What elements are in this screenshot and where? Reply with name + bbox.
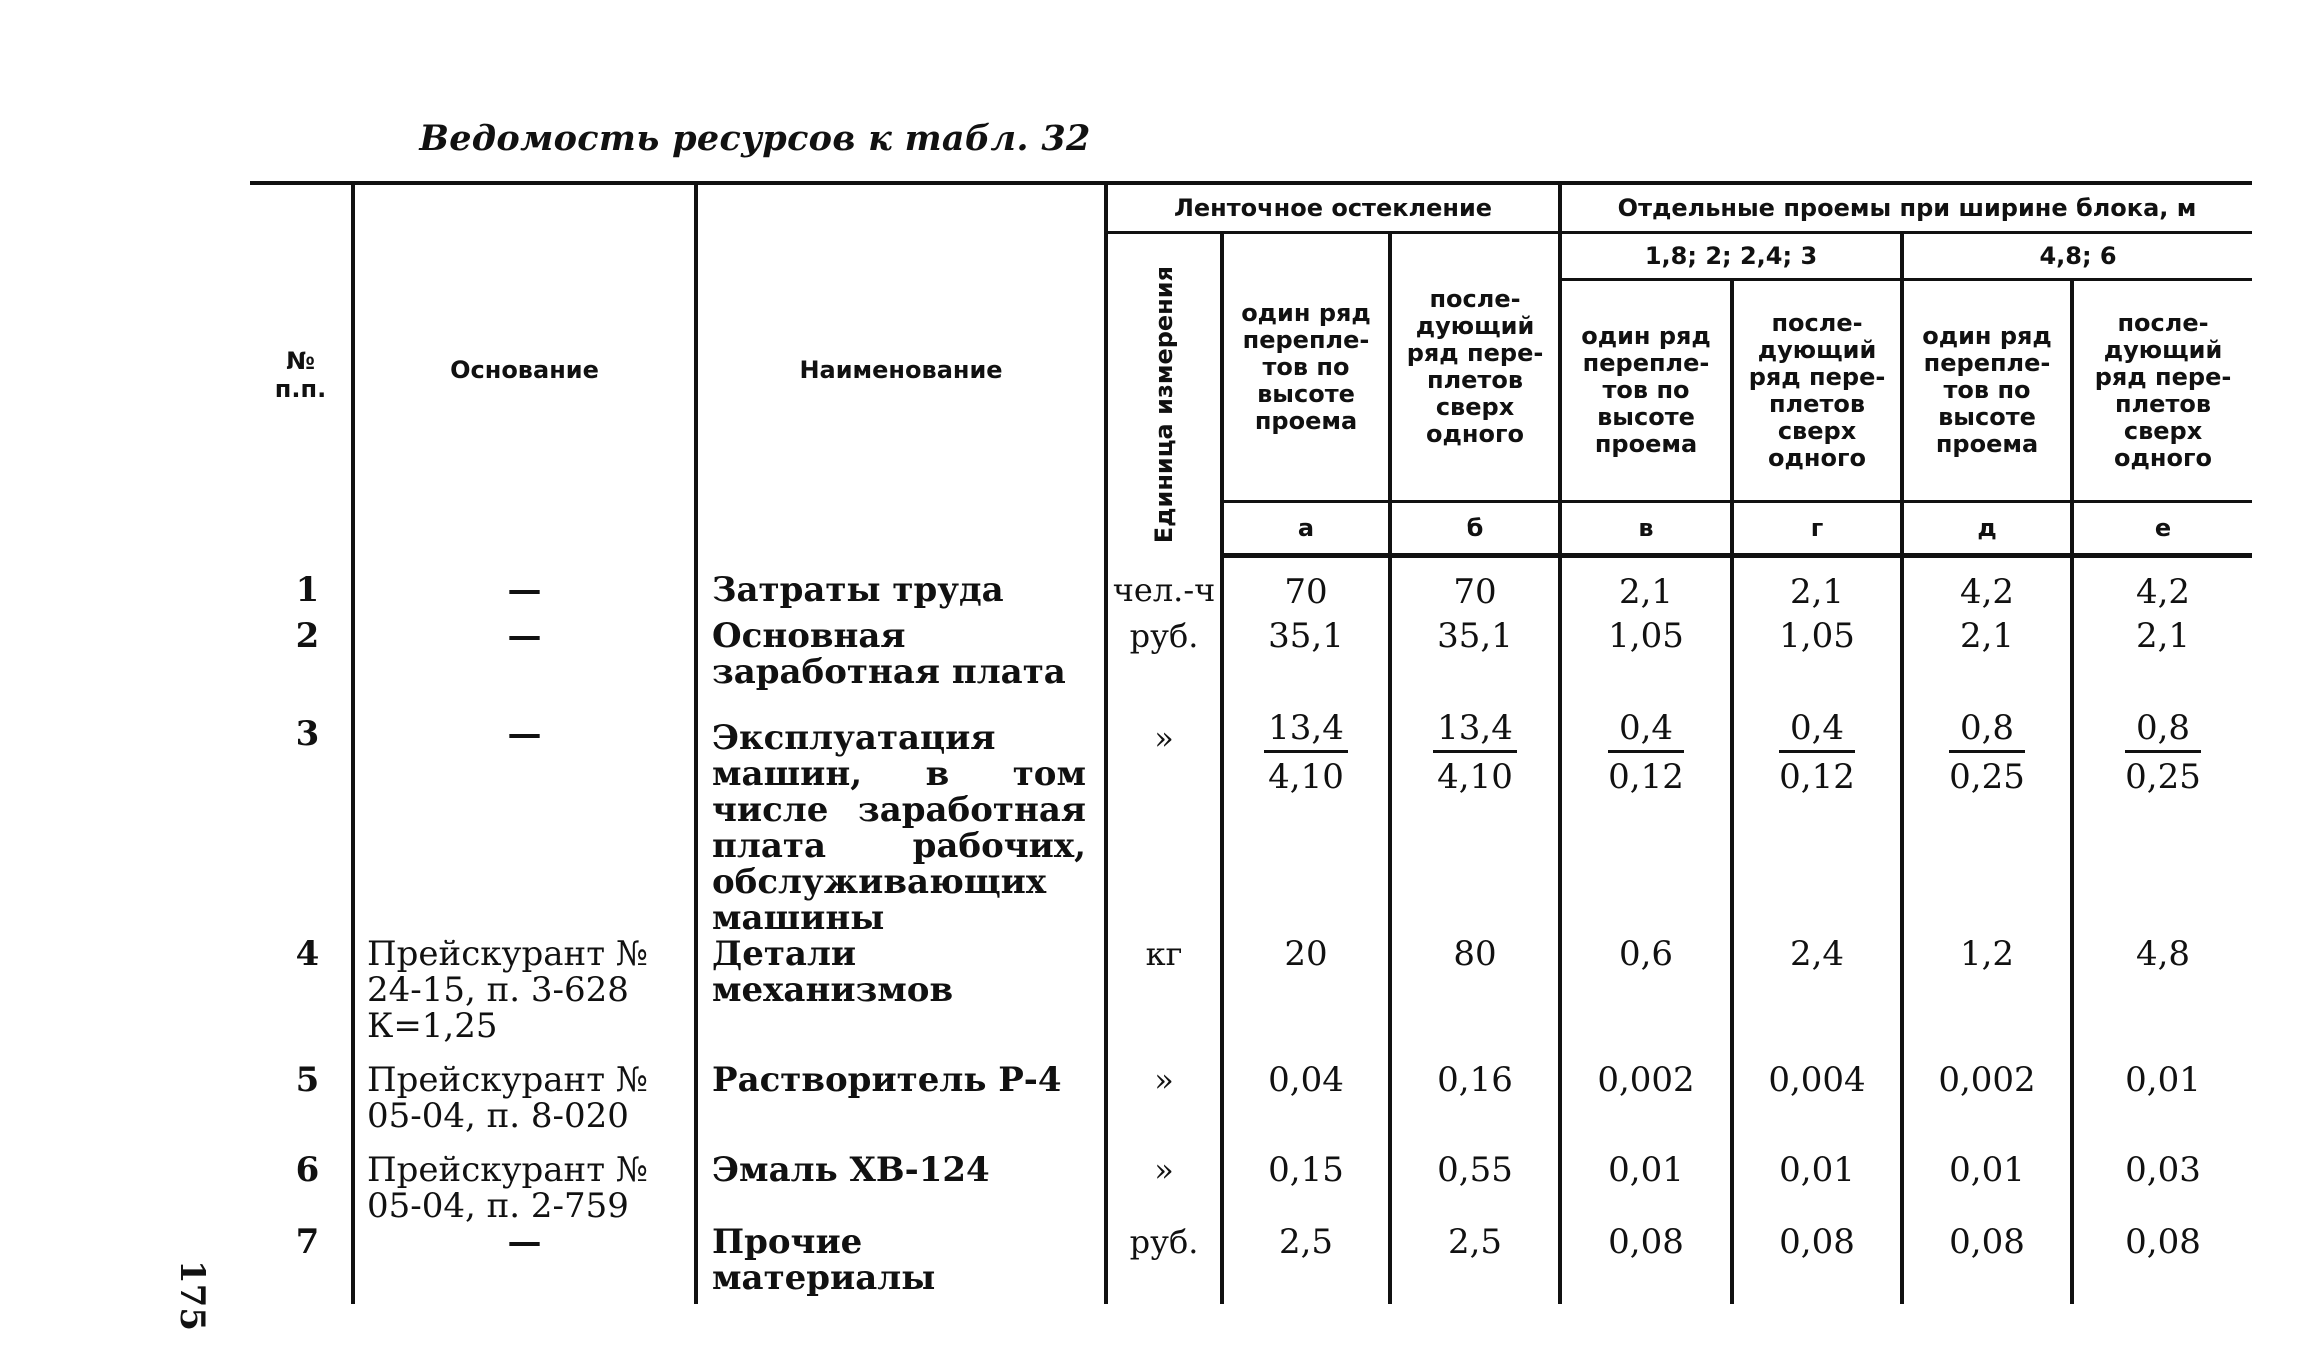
fraction	[1779, 707, 1855, 797]
row-basis: —	[353, 556, 696, 618]
value-d: 0,002	[1902, 1062, 2072, 1152]
fraction-top: 13,4	[1433, 710, 1517, 753]
row-unit: »	[1106, 710, 1222, 936]
value-b: 2,5	[1390, 1224, 1560, 1304]
value-a: 70	[1222, 556, 1390, 618]
header-letter-g: г	[1732, 502, 1902, 556]
value-d: 0,08	[1902, 1224, 2072, 1304]
table-row	[250, 556, 2252, 618]
value-e: 0,03	[2125, 1149, 2201, 1190]
table-row	[250, 936, 2252, 1062]
value-d: 1,2	[1902, 936, 2072, 1062]
row-name: Основная заработная плата	[696, 618, 1106, 710]
value-v: 0,6	[1560, 936, 1732, 1062]
row-name: Детали механизмов	[696, 936, 1106, 1062]
value-a: 20	[1222, 936, 1390, 1062]
value-a: 0,15	[1222, 1152, 1390, 1224]
fraction-bottom: 4,10	[1437, 756, 1513, 797]
header-name: Наименование	[696, 183, 1106, 556]
row-basis: —	[353, 1224, 696, 1304]
value-g: 0,01	[1732, 1152, 1902, 1224]
value-e: 4,8	[2135, 933, 2191, 974]
fraction	[1608, 707, 1684, 797]
table-row	[250, 1062, 2252, 1152]
fraction	[1264, 707, 1348, 797]
table-row	[250, 1224, 2252, 1304]
value-b: 80	[1390, 936, 1560, 1062]
value-g: 1,05	[1732, 618, 1902, 710]
header-unit	[1106, 233, 1222, 556]
value-b: 0,16	[1390, 1062, 1560, 1152]
row-number: 2	[250, 618, 353, 710]
fraction-top: 0,4	[1779, 710, 1855, 753]
header-letter-v: в	[1560, 502, 1732, 556]
header-group-separate: Отдельные проемы при ширине блока, м	[1560, 183, 2252, 233]
row-basis: Прейскурант № 05-04, п. 8-020	[353, 1062, 696, 1152]
fraction	[1949, 707, 2025, 797]
value-v: 2,1	[1560, 556, 1732, 618]
header-w1-first: один ряд перепле- тов по высоте проема	[1560, 280, 1732, 502]
value-b: 35,1	[1390, 618, 1560, 710]
value-g	[1732, 707, 1902, 936]
header-w2-first: один ряд перепле- тов по высоте проема	[1902, 280, 2072, 502]
header-ribbon-first: один ряд перепле- тов по высоте проема	[1222, 233, 1390, 502]
row-number: 1	[250, 556, 353, 618]
fraction-top: 0,8	[1949, 710, 2025, 753]
value-g: 0,004	[1732, 1062, 1902, 1152]
header-unit-label: Единица измерения	[1150, 266, 1178, 544]
row-name: Эмаль ХВ-124	[696, 1152, 1106, 1224]
header-letter-d: д	[1902, 502, 2072, 556]
value-b: 70	[1390, 556, 1560, 618]
resource-table	[250, 181, 2252, 1304]
row-number: 5	[250, 1062, 353, 1152]
value-g: 2,1	[1732, 556, 1902, 618]
value-v: 0,002	[1560, 1062, 1732, 1152]
value-e: 2,1	[2135, 615, 2191, 656]
row-number: 6	[250, 1152, 353, 1224]
header-ribbon-next: после- дующий ряд пере- плетов сверх одного	[1406, 285, 1544, 448]
value-e: 4,2	[2135, 572, 2191, 612]
header-group-ribbon: Ленточное остекление	[1106, 183, 1560, 233]
row-name: Эксплуатация машин, в том числе заработная плата рабочих, обслуживающих машины	[696, 710, 1106, 936]
header-letter-b: б	[1390, 502, 1560, 556]
table-row	[250, 1152, 2252, 1224]
value-v: 1,05	[1560, 618, 1732, 710]
value-e: 0,01	[2125, 1059, 2201, 1100]
fraction-bottom: 4,10	[1268, 756, 1344, 797]
value-g: 0,08	[1732, 1224, 1902, 1304]
fraction-bottom: 0,25	[1949, 756, 2025, 797]
fraction-bottom: 0,25	[2125, 756, 2201, 797]
row-unit: чел.-ч	[1106, 556, 1222, 618]
row-unit: кг	[1106, 936, 1222, 1062]
header-letter-a: а	[1222, 502, 1390, 556]
row-number: 7	[250, 1224, 353, 1304]
fraction-bottom: 0,12	[1779, 756, 1855, 797]
value-a: 0,04	[1222, 1062, 1390, 1152]
value-v: 0,01	[1560, 1152, 1732, 1224]
header-letter-e: е	[2072, 502, 2252, 556]
table-row	[250, 710, 2252, 936]
header-w1-next: после- дующий ряд пере- плетов сверх одного	[1732, 280, 1902, 502]
header-number: № п.п.	[250, 183, 353, 556]
value-d: 0,01	[1902, 1152, 2072, 1224]
row-basis: —	[353, 618, 696, 710]
page-number: 175	[172, 1259, 212, 1331]
value-d	[1902, 707, 2072, 936]
value-b	[1390, 707, 1560, 936]
value-d: 2,1	[1902, 618, 2072, 710]
value-e: 0,08	[2125, 1221, 2201, 1262]
row-basis: —	[353, 710, 696, 936]
row-number: 4	[250, 936, 353, 1062]
row-unit: »	[1106, 1062, 1222, 1152]
value-d: 4,2	[1902, 556, 2072, 618]
value-e	[2072, 707, 2252, 936]
row-basis: Прейскурант № 24-15, п. 3-628 К=1,25	[353, 936, 696, 1062]
fraction-top: 13,4	[1264, 710, 1348, 753]
header-w2-next: после- дующий ряд пере- плетов сверх одного	[2094, 308, 2232, 472]
fraction	[1433, 707, 1517, 797]
value-a: 35,1	[1222, 618, 1390, 710]
fraction-top: 0,4	[1608, 710, 1684, 753]
row-name: Прочие материалы	[696, 1224, 1106, 1304]
row-basis: Прейскурант № 05-04, п. 2-759	[353, 1152, 696, 1224]
row-number: 3	[250, 710, 353, 936]
row-unit: руб.	[1106, 618, 1222, 710]
table-row	[250, 618, 2252, 710]
header-width-2: 4,8; 6	[1902, 233, 2252, 280]
header-basis: Основание	[353, 183, 696, 556]
header-width-1: 1,8; 2; 2,4; 3	[1560, 233, 1902, 280]
fraction	[2125, 707, 2201, 797]
value-b: 0,55	[1390, 1152, 1560, 1224]
value-v: 0,08	[1560, 1224, 1732, 1304]
table-caption: Ведомость ресурсов к табл. 32	[419, 118, 1091, 159]
value-g: 2,4	[1732, 936, 1902, 1062]
row-unit: руб.	[1106, 1224, 1222, 1304]
value-a	[1222, 707, 1390, 936]
row-unit: »	[1106, 1152, 1222, 1224]
fraction-bottom: 0,12	[1608, 756, 1684, 797]
row-name: Затраты труда	[696, 556, 1106, 618]
value-v	[1560, 707, 1732, 936]
fraction-top: 0,8	[2125, 710, 2201, 753]
value-a: 2,5	[1222, 1224, 1390, 1304]
row-name: Растворитель Р-4	[696, 1062, 1106, 1152]
